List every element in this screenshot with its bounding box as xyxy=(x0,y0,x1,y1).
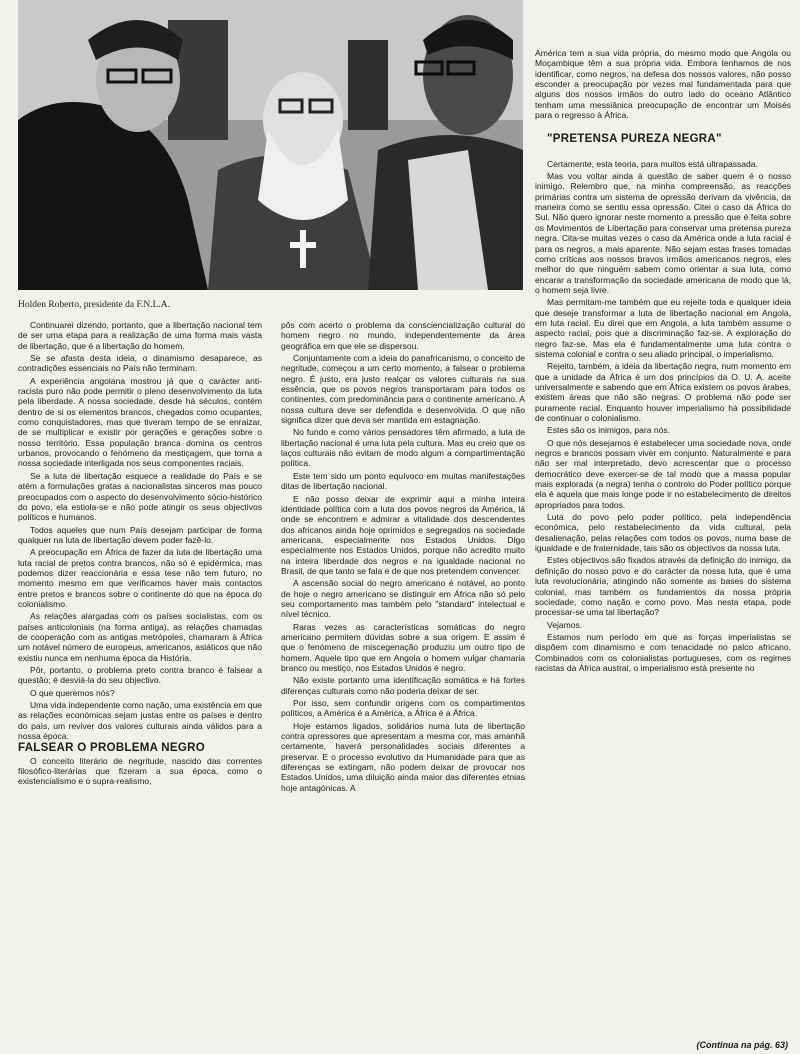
paragraph: América tem a sua vida própria, do mesmo modo que Angola ou Moçambique têm a sua própria vida. Embora tenhamos de nos identificar, como negros, na defesa dos nossos valores, não posso esconder a preocupação por vezes mal fundamentada para que alguns dos nossos irmãos do outro lado do oceano Atlântico tenham uma messiânica preocupação de encontrar um Moisés para o regresso à África. xyxy=(535,48,791,121)
column-1 xyxy=(18,320,262,1054)
paragraph: Pôr, portanto, o problema preto contra branco é falsear a questão; é desviá-la do seu objectivo. xyxy=(18,665,262,686)
paragraph: Estamos num período em que as forças imperialistas se dispõem com dinamismo e com tenacidade no palco africano. Combinados com os colonialistas portugueses, com os regimes racistas da África austral, o imperialismo está presente no xyxy=(535,631,791,673)
column-2 xyxy=(281,320,525,1054)
news-photo xyxy=(18,0,523,290)
paragraph: As relações alargadas com os países socialistas, com os países anticoloniais (na forma antiga), as relações chamadas de cooperação com as antigas metrópoles, chamaram à África um notável número de europeus, americanos, asiáticos que não existiu nunca em nenhuma época da História. xyxy=(18,611,262,663)
paragraph: Rejeito, também, a ideia da libertação negra, num momento em que a unidade da África é um dos princípios da O. U. A. aceite universalmente e sabendo que em África existem os povos árabes, existem áreas que não são negras. O problema não pode ser puramente racial. Enquanto houver imperialismo há possibilidade de continuar o colonialismo. xyxy=(535,361,791,423)
paragraph: Estes são os inimigos, para nós. xyxy=(547,425,671,436)
paragraph: Raras vezes as características somáticas do negro americano permitem dúvidas sobre a sua origem. E assim é que o fenómeno de miscegenação produziu um outro tipo de homem. Aquele tipo que em Angola o homem vulgar chamaria branco ou mestiço, nos Estados Unidos é negro. xyxy=(281,621,525,673)
section-heading: "PRETENSA PUREZA NEGRA" xyxy=(547,133,722,146)
paragraph: Não existe portanto uma identificação somática e há fortes diferenças culturais como não poderia deixar de ser. xyxy=(281,675,525,696)
paragraph: Todos aqueles que num País desejam participar de forma qualquer na luta de libertação devem poder fazê-lo. xyxy=(18,524,262,545)
paragraph: A preocupação em África de fazer da luta de libertação uma luta racial de pretos contra brancos, não só é epidérmica, mas podemos dizer reaccionária e essa tese não tem futuro, no momento mesmo em que verificamos haver mais contactos entre pretos e brancos sobre o continente do que na época do colonialismo. xyxy=(18,547,262,609)
paragraph: Certamente, esta teoria, para muitos está ultrapassada. xyxy=(547,158,758,169)
paragraph: Vejamos. xyxy=(547,619,583,630)
column-3 xyxy=(535,48,791,1038)
paragraph: Estes objectivos são fixados através da definição do inimigo, da definição do nosso povo e do carácter da nossa luta, que é uma luta revolucionária, atingindo não somente as bases do sistema colonial, mas também os fundamentos da nossa própria sociedade, como nação e como povo. Mas nesta etapa, pode processar-se uma tal libertação? xyxy=(535,555,791,618)
paragraph: O que nós desejamos é estabelecer uma sociedade nova, onde negros e brancos possam viver em conjunto. Naturalmente e para não ser mal interpretado, devo acrescentar que o processo democrático deve exercer-se de tal modo que a massa popular mais explorada (a negra) tenha o controlo do Poder político porque ela é aquela que mais longe pode ir no estabelecimento de direitos apropriados para todos. xyxy=(535,437,791,510)
paragraph: A experiência angolana mostrou já que o carácter anti-racista puro não pode permitir o pleno desenvolvimento da luta pela liberdade. A nossa sociedade, desde há séculos, contém dentro de si os elementos brancos, chegados como ocupantes, como conquistadores, mas que tiveram tempo de se enraizar, de se multiplicar e existir por gerações e gerações sobre o nosso território. Essa população branca domina os centros urbanos, provocando o fenómeno da mestiçagem, que torna a nossa sociedade interligada nos seus componentes raciais. xyxy=(18,375,262,469)
paragraph: Por isso, sem confundir origens com os compartimentos políticos, a América é a América, a África é a África. xyxy=(281,698,525,719)
paragraph: Este tem sido um ponto equívoco em muitas manifestações ditas de libertação nacional. xyxy=(281,470,525,492)
paragraph: Se a luta de libertação esquece a realidade do País e se atém a formulações gratas a nacionalistas sinceros mas pouco preocupados com o aspecto do desenvolvimento sócio-histórico do povo, ela estiola-se e não pode atingir os seus objectivos políticos e humanos. xyxy=(18,470,262,523)
paragraph: Conjuntamente com a ideia do panafricanismo, o conceito de negritude, começou a um certo momento, a falsear o problema negro. É justo, era justo realçar os valores culturais na sua essência, que os povos negros transportaram para todos os continentes, com predominância para o continente americano. A nossa cultura deve ser defendida e desenvolvida. O que não significa dizer que deva ser mantida em estagnação. xyxy=(281,353,525,426)
paragraph: Mas vou voltar ainda à questão de saber quem é o nosso inimigo. Relembro que, na minha compreensão, as reacções primárias contra um sistema de opressão derivam da vivência, da maneira como se sentiu essa opressão. Citei o caso da África do Sul. Não quero ignorar neste momento a pressão que é feita sobre os Movimentos de Libertação para conservar uma pretensa pureza negra. Cita-se muitas vezes o caso da América onde a luta racial é para os negros, a mais aparente. Não sejam estas frases tomadas como críticas aos nossos bravos irmãos americanos negros, eles melhor do que ninguém sabem como orientar a sua luta, como encarar a transformação da sociedade americana de modo que lá, o homem seja livre. xyxy=(535,171,791,295)
section-heading: FALSEAR O PROBLEMA NEGRO xyxy=(18,742,205,755)
paragraph: No fundo e como vários pensadores têm afirmado, a luta de libertação nacional é uma luta pela cultura. Mas eu creio que os laços culturais não evitam de modo algum a compartimentação política. xyxy=(281,427,525,469)
paragraph: Hoje estamos ligados, solidários numa luta de libertação contra opressores que apresentam a mesma cor, mas amanhã certamente, haverá personalidades sociais diferentes a preservar. E o processo evolutivo da Humanidade para que as diferenças se extingam, não podem deixar de provocar nos Estados Unidos, uma diluição ainda maior das diferentes etnias hoje antagónicas. A xyxy=(281,720,525,793)
paragraph: Uma vida independente como nação, uma existência em que as relações económicas sejam justas entre os países e dentro do país, um reviver dos valores culturais ainda válidos para a nossa época. xyxy=(18,700,262,742)
paragraph: pôs com acerto o problema da consciencialização cultural do homem negro no mundo, independentemente da área geográfica em que ele se dispersou. xyxy=(281,320,525,351)
photo-caption: Holden Roberto, presidente da F.N.L.A. xyxy=(18,300,170,310)
paragraph: Continuarei dizendo, portanto, que a libertação nacional tem de ser uma etapa para a realização de uma forma mais vasta de libertação, que é a libertação do homem. xyxy=(18,320,262,351)
paragraph: O conceito literário de negritude, nascido das correntes filosófico-literárias que fizeram a sua época, como o existencialismo e o supra-realismo, xyxy=(18,755,262,787)
paragraph: O que queremos nós? xyxy=(30,687,115,698)
continuation-note: (Continua na pág. 63) xyxy=(696,1040,788,1050)
paragraph: Luta do povo pelo poder político, pela independência económica, pelo restabelecimento da vida cultural, pela desalienação, pelas relações com todos os povos, numa base de igualdade e de fraternidade, tais são os objectivos da nossa luta. xyxy=(535,512,791,554)
paragraph: E não posso deixar de exprimir aqui a minha inteira identidade política com a luta dos povos negros da América, lá onde se encontrem e admirar a vitalidade dos descendentes dos africanos ainda hoje oprimidos e segregados na sociedade americana, especialmente nos Estados Unidos. Digo especialmente nos Estados Unidos, porque não acredito muito na inteira liberdade dos negros e na igualdade nacional no Brasil, de que tanto se fala e de que nos pretendem convencer. xyxy=(281,493,525,576)
paragraph: Se se afasta desta ideia, o dinamismo desaparece, as contradições essenciais no País não terminam. xyxy=(18,353,262,374)
paragraph: Mas permitam-me também que eu rejeite toda e qualquer ideia que deseje transformar a luta de libertação nacional em Angola, em luta racial. Eu direi que em Angola, a luta também assume o aspecto racial, pois que a discriminação faz-se. A exploração do negro faz-se. Mas ela é fundamentalmente uma luta contra o sistema colonial e contra o seu aliado principal, o imperialismo. xyxy=(535,297,791,359)
paragraph: A ascensão social do negro americano é notável, ao ponto de hoje o negro americano se distinguir em África não só pelo seu comportamento mas também pelo "standard" intelectual e nível técnico. xyxy=(281,578,525,620)
